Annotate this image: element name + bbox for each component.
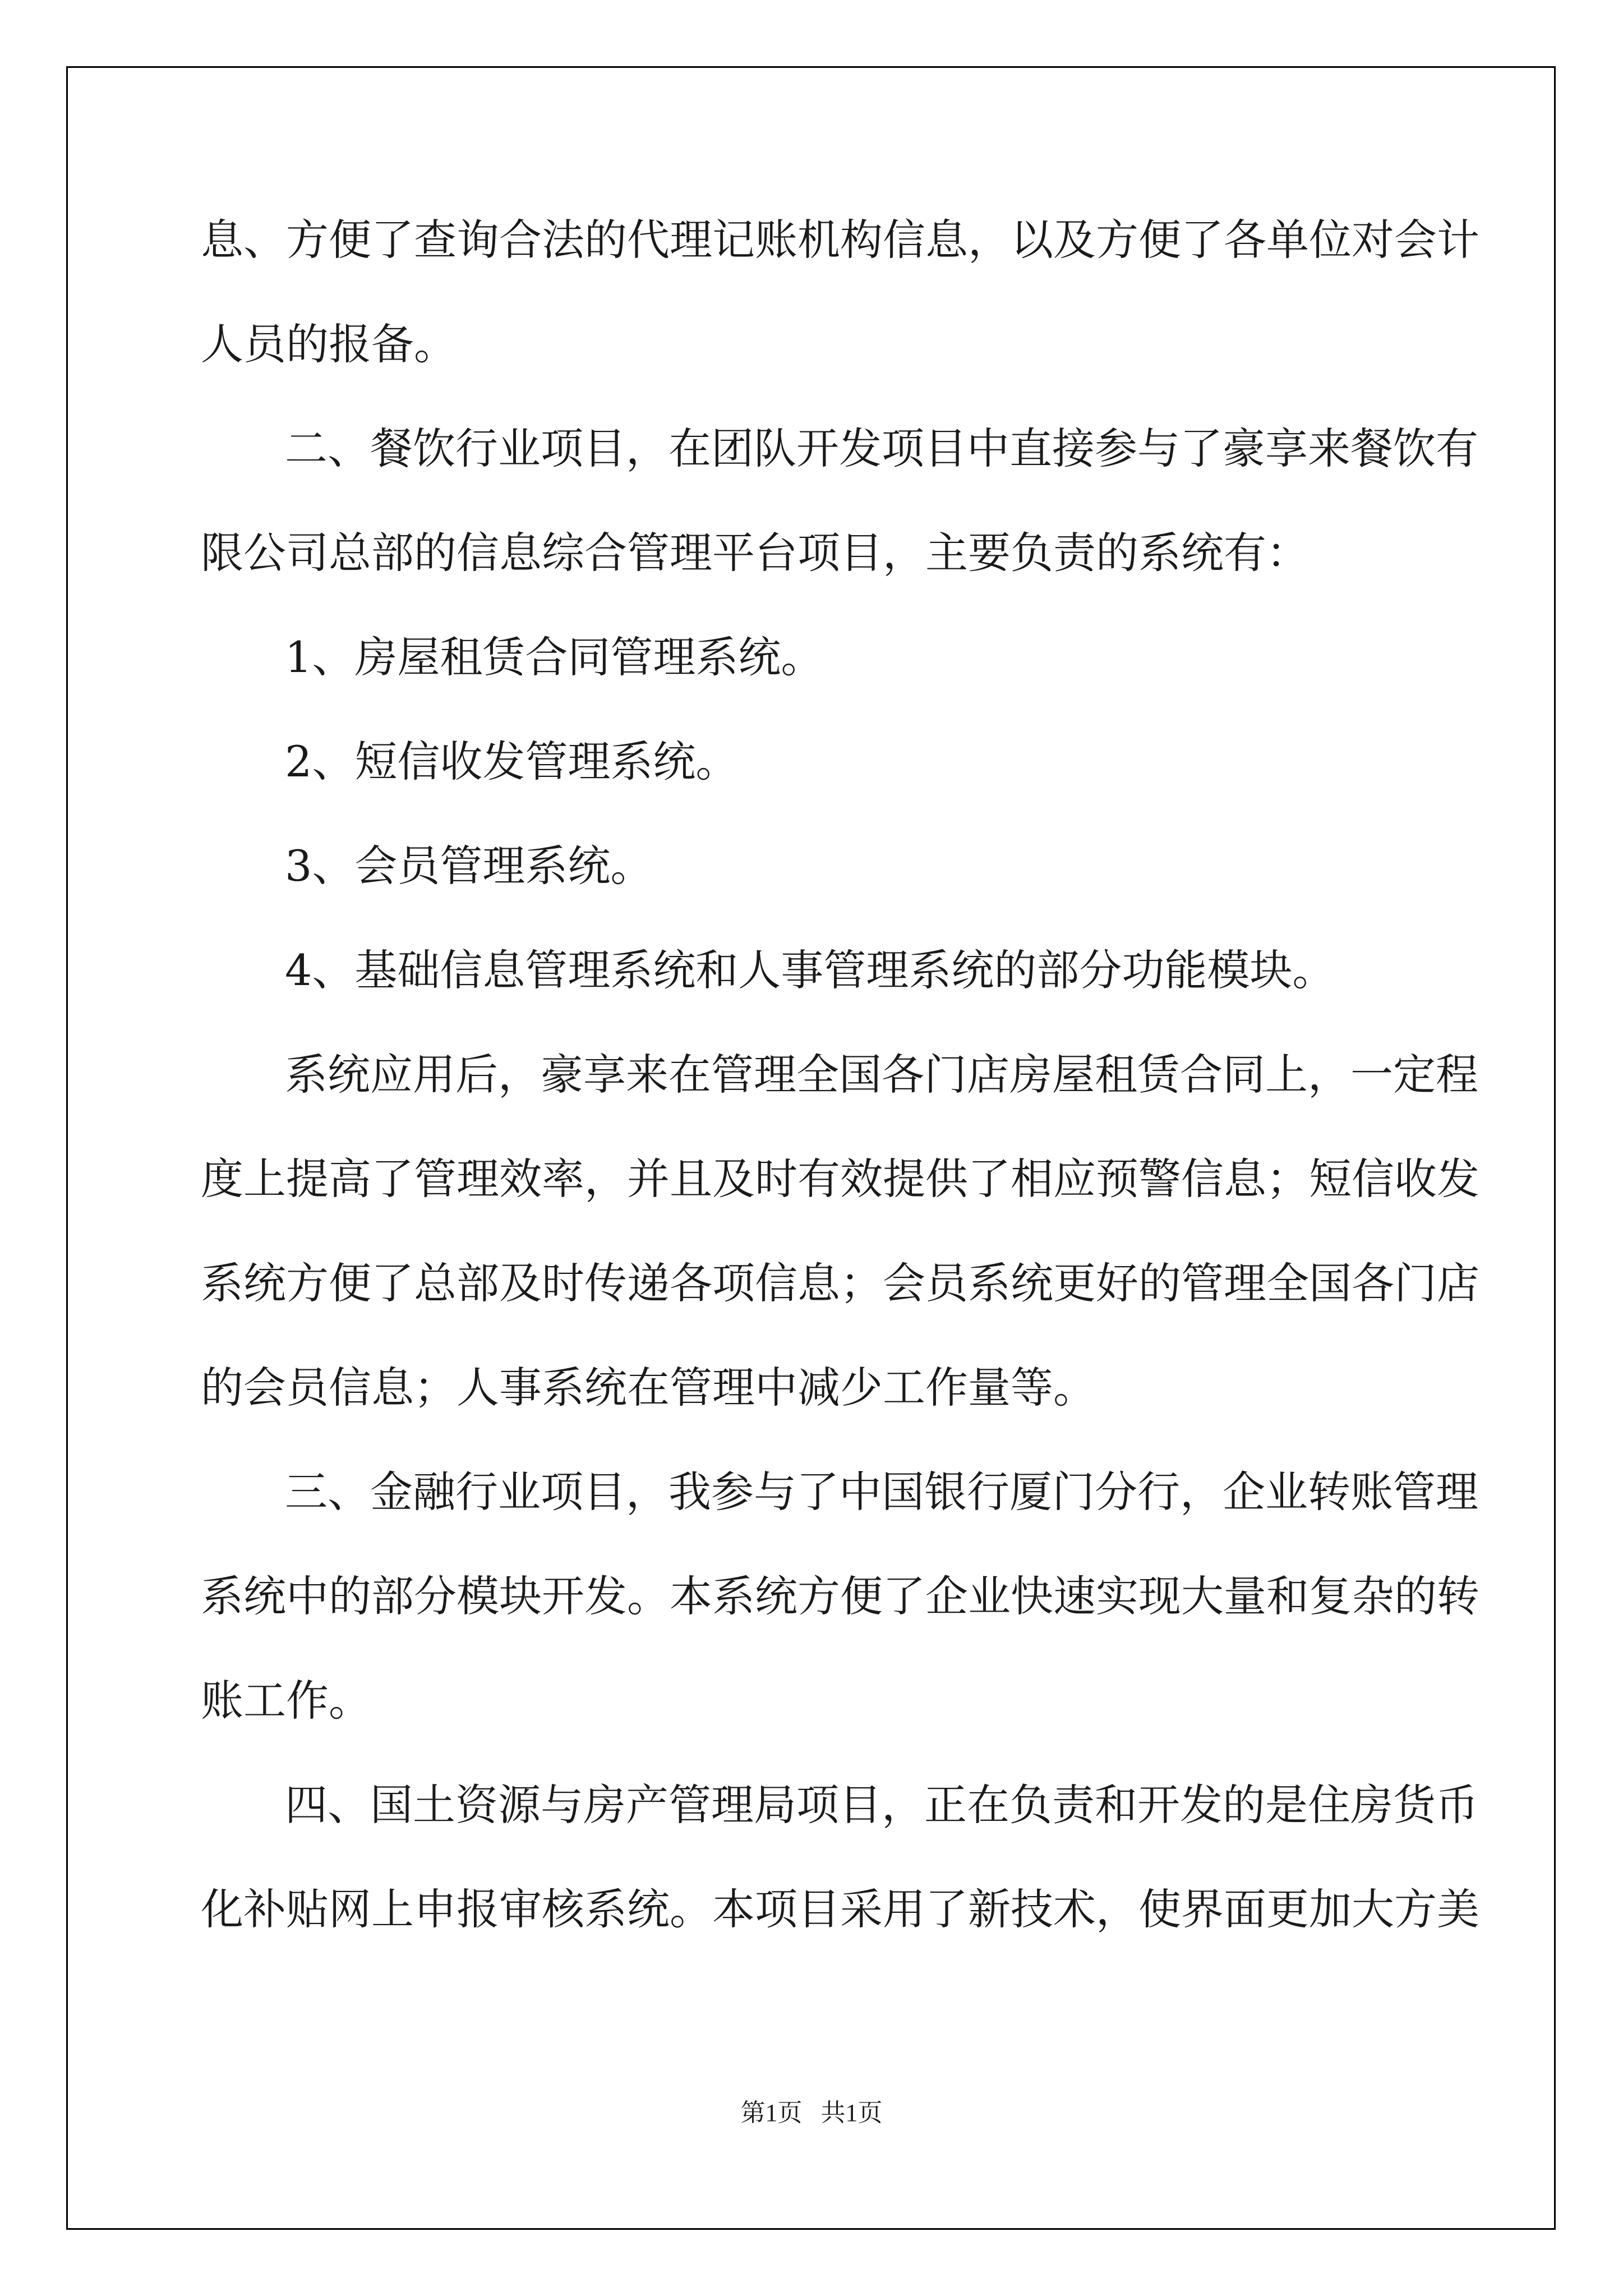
list-item: 4、基础信息管理系统和人事管理系统的部分功能模块。 <box>285 945 1335 995</box>
paragraph-line: 账工作。 <box>201 1676 371 1726</box>
paragraph-line: 二、餐饮行业项目，在团队开发项目中直接参与了豪享来餐饮有 <box>285 424 1478 473</box>
list-item: 3、会员管理系统。 <box>285 841 653 891</box>
list-item: 1、房屋租赁合同管理系统。 <box>285 632 824 682</box>
paragraph-line: 人员的报备。 <box>201 319 457 369</box>
paragraph-line: 系统应用后，豪享来在管理全国各门店房屋租赁合同上，一定程 <box>285 1050 1478 1099</box>
page-footer: 第1页 共1页 <box>740 2099 883 2127</box>
paragraph-line: 限公司总部的信息综合管理平台项目，主要负责的系统有： <box>201 528 1309 578</box>
paragraph-line: 息、方便了查询合法的代理记账机构信息，以及方便了各单位对会计 <box>201 215 1479 265</box>
paragraph-line: 四、国土资源与房产管理局项目，正在负责和开发的是住房货币 <box>285 1780 1478 1830</box>
paragraph-line: 三、金融行业项目，我参与了中国银行厦门分行，企业转账管理 <box>285 1467 1478 1517</box>
list-item: 2、短信收发管理系统。 <box>285 737 739 786</box>
paragraph-line: 度上提高了管理效率，并且及时有效提供了相应预警信息；短信收发 <box>201 1154 1479 1204</box>
paragraph-line: 系统中的部分模块开发。本系统方便了企业快速实现大量和复杂的转 <box>201 1571 1479 1621</box>
paragraph-line: 化补贴网上申报审核系统。本项目采用了新技术，使界面更加大方美 <box>201 1884 1479 1934</box>
paragraph-line: 系统方便了总部及时传递各项信息；会员系统更好的管理全国各门店 <box>201 1258 1479 1308</box>
document-body <box>201 213 1479 1987</box>
paragraph-line: 的会员信息；人事系统在管理中减少工作量等。 <box>201 1363 1096 1412</box>
